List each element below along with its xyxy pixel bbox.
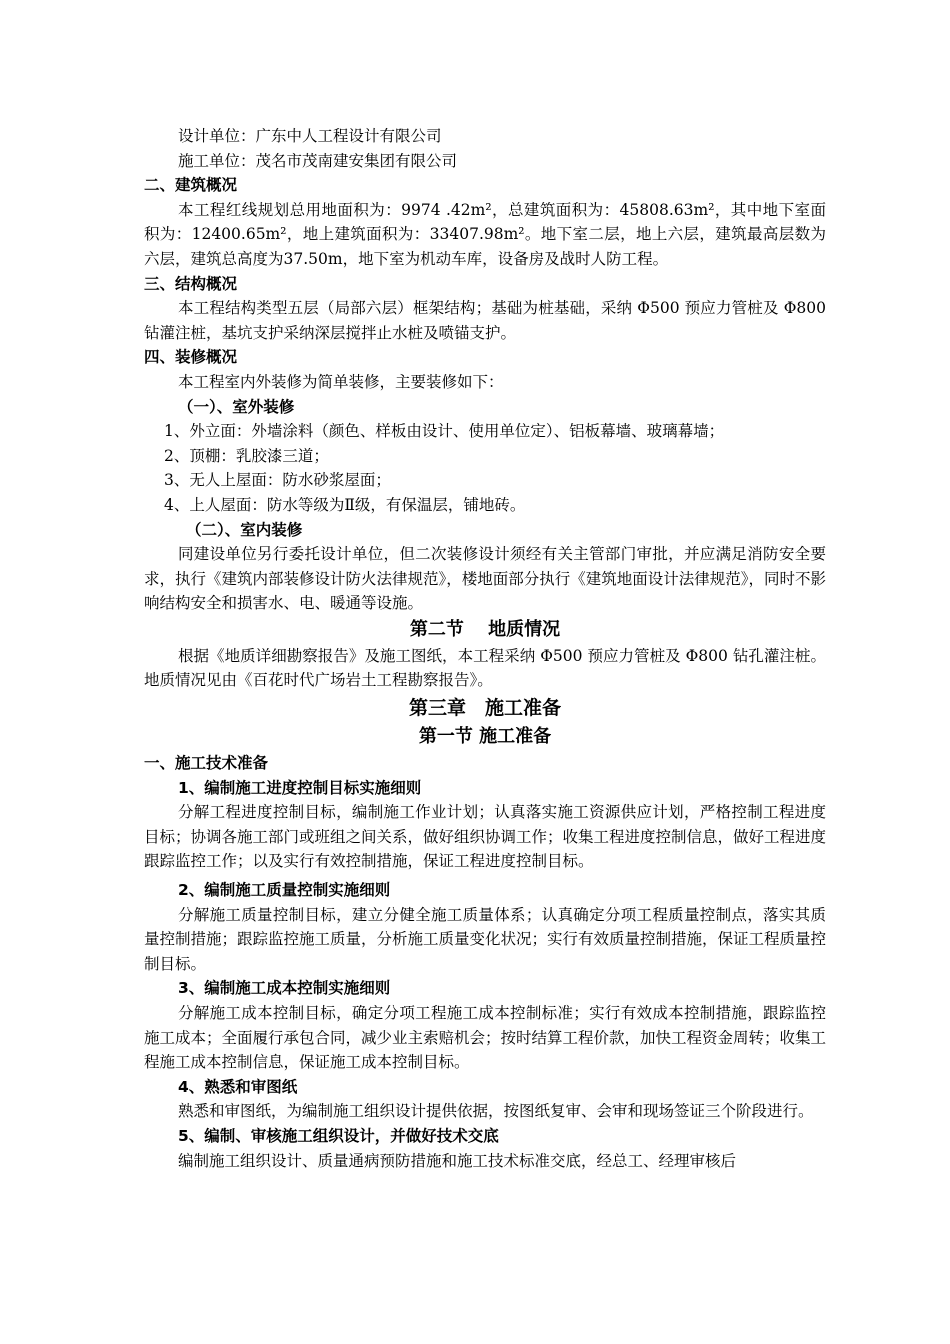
construction-unit: 施工单位：茂名市茂南建安集团有限公司 <box>178 151 458 170</box>
section-title-geology: 第二节 地质情况 <box>409 618 561 640</box>
heading-tech-preparation: 一、施工技术准备 <box>144 754 269 773</box>
paragraph-drawings: 熟悉和审图纸，为编制施工组织设计提供依据，按图纸复审、会审和现场签证三个阶段进行。 <box>178 1102 814 1121</box>
chapter-title: 第三章 施工准备 <box>408 697 561 720</box>
paragraph-decoration: 本工程室内外装修为简单装修，主要装修如下： <box>178 372 504 391</box>
heading-design: 5、编制、审核施工组织设计，并做好技术交底 <box>178 1126 499 1145</box>
paragraph-quality: 分解施工质量控制目标，建立分健全施工质量体系；认真确定分项工程质量控制点，落实其质量控制措施；跟踪监控施工质量，分析施工质量变化状况；实行有效质量控制措施，保证工程质量控制目标。 <box>144 905 827 973</box>
paragraph-cost: 分解施工成本控制目标，确定分项工程施工成本控制标准；实行有效成本控制措施，跟踪监控施工成本；全面履行承包合同，减少业主索赔机会；按时结算工程价款，加快工程资金周转；收集工程施工成本控制信息，保证施工成本控制目标。 <box>144 1004 827 1072</box>
design-unit: 设计单位：广东中人工程设计有限公司 <box>178 127 442 145</box>
list-item: 2、顶棚：乳胶漆三道； <box>164 446 329 465</box>
heading-cost: 3、编制施工成本控制实施细则 <box>178 979 391 998</box>
heading-interior: （二）、室内装修 <box>186 520 303 539</box>
paragraph-progress: 分解工程进度控制目标，编制施工作业计划；认真落实施工资源供应计划，严格控制工程进度目标；协调各施工部门或班组之间关系，做好组织协调工作；收集工程进度控制信息，做好工程进度跟踪监控工作；以及实行有效控制措施，保证工程进度控制目标。 <box>144 803 827 871</box>
list-item: 3、无人上屋面：防水砂浆屋面； <box>164 471 391 490</box>
heading-decoration: 四、装修概况 <box>144 348 238 367</box>
heading-exterior: （一）、室外装修 <box>178 397 295 416</box>
paragraph-interior: 同建设单位另行委托设计单位，但二次装修设计须经有关主管部门审批，并应满足消防安全要求，执行《建筑内部装修设计防火法律规范》，楼地面部分执行《建筑地面设计法律规范》，同时不影响结构安全和损害水、电、暖通等设施。 <box>144 545 827 613</box>
document-body <box>144 124 826 1173</box>
section-title-preparation: 第一节 施工准备 <box>418 726 552 748</box>
heading-progress: 1、编制施工进度控制目标实施细则 <box>178 778 422 797</box>
heading-building: 二、建筑概况 <box>144 176 238 195</box>
paragraph-design: 编制施工组织设计、质量通病预防措施和施工技术标准交底，经总工、经理审核后 <box>178 1151 737 1170</box>
paragraph-geology: 根据《地质详细勘察报告》及施工图纸，本工程采纳 Φ500 预应力管桩及 Φ800 钻孔灌注桩。地质情况见由《百花时代广场岩土工程勘察报告》。 <box>144 646 826 690</box>
heading-quality: 2、编制施工质量控制实施细则 <box>178 881 391 900</box>
heading-structure: 三、结构概况 <box>144 274 238 293</box>
paragraph-structure: 本工程结构类型五层（局部六层）框架结构；基础为桩基础，采纳 Φ500 预应力管桩及 Φ800 钻灌注桩，基坑支护采纳深层搅拌止水桩及喷锚支护。 <box>144 299 826 342</box>
list-item: 4、上人屋面：防水等级为Ⅱ级，有保温层，铺地砖。 <box>164 495 526 514</box>
heading-drawings: 4、熟悉和审图纸 <box>178 1077 298 1096</box>
paragraph-building: 本工程红线规划总用地面积为：9974 .42m²，总建筑面积为：45808.63m²，其中地下室面积为：12400.65m²，地上建筑面积为：33407.98m²。地下室二层，地上六层，建筑最高层数为六层，建筑总高度为37.50m，地下室为机动车库，设备房及战时人防工程。 <box>144 200 826 268</box>
list-item: 1、外立面：外墙涂料（颜色、样板由设计、使用单位定）、铝板幕墙、玻璃幕墙； <box>164 422 725 441</box>
